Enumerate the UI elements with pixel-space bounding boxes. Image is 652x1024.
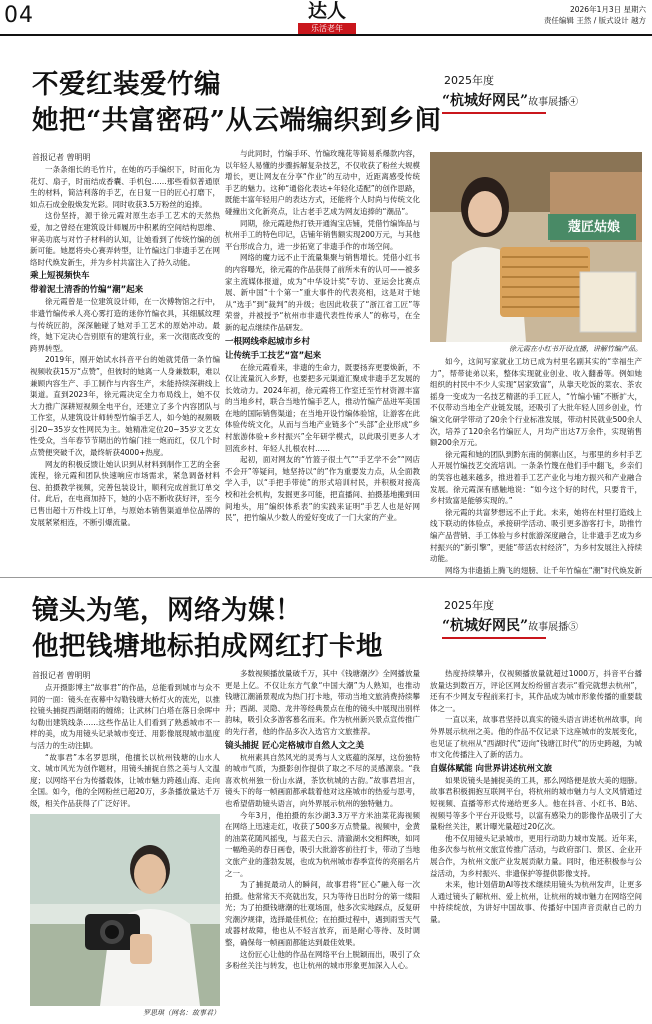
article1-column-3 bbox=[430, 356, 642, 574]
paragraph: 徐元霞和她的团队到黔东南的侗寨山区，与那里的乡村手艺人开展竹编技艺交流培训。一条条竹篾在他们手中翻飞，乡亲们的笑容也越来越多，推进着手工艺产业化与地方振兴和产业融合发展。徐元霞深有感触地说：“如今这个好的时代，只要肯干，乡村致富是能够实现的。” bbox=[430, 449, 642, 506]
subheading: 自媒体赋能 向世界讲述杭州文旅 bbox=[430, 763, 552, 774]
subheading: 镜头捕捉 匠心定格城市自然人文之美 bbox=[225, 740, 364, 751]
editors: 责任编辑 王然 / 版式设计 越方 bbox=[543, 16, 646, 25]
paragraph: 一条条细长的毛竹片，在她的巧手编织下，时而化为花灯、扇子，时而结成香囊、手机包……那些看似普通原生的材料，简洁利落的手艺，在日复一日的匠心打磨下，如点石成金般焕发光彩。同时收获3.5万粉丝的追捧。 bbox=[30, 165, 220, 209]
page-number: 04 bbox=[4, 3, 34, 28]
article1-series bbox=[442, 72, 642, 114]
subheading: 乘上短视频快车 bbox=[30, 271, 90, 282]
article1-title-line1: 不爱红装爱竹编 bbox=[32, 69, 221, 100]
paragraph: 网友的积极反馈让她认识到从材料到制作工艺的全套流程，徐元霞和团队快速响应市场需求，紧急调备材料包、拍摄教学视频，完善包装设计，顺利完成首批订单交付。此后，在电商加持下，她的小店不断收获好评，至今已售出超十万件线上订单，与原始本销售渠道单位品牌的发展紧紧相连，不断引爆流量。 bbox=[30, 459, 220, 527]
article2-title-line1: 镜头为笔，网络为媒！ bbox=[32, 595, 302, 626]
series-name bbox=[442, 615, 642, 635]
series-episode: 故事展播④ bbox=[528, 97, 579, 108]
paragraph: 同期，徐元霞趁热打铁开通淘宝店铺，凭借竹编饰品与杭州手工的特色印记，店铺年销售额实现200万元，与其他平台形成合力，进一步拓宽了非遗手作的市场空间。 bbox=[225, 218, 420, 251]
article-divider bbox=[0, 577, 652, 578]
brand-badge: 乐活老年 bbox=[298, 23, 356, 34]
article2-series bbox=[442, 597, 642, 639]
series-underline bbox=[442, 112, 546, 114]
series-underline bbox=[442, 637, 546, 639]
photographer-portrait bbox=[30, 814, 220, 1006]
article2-column-3 bbox=[430, 668, 642, 1020]
paragraph: “故事君”本名罗思琪，他擅长以杭州钱塘的山水人文、城市风光为创作题材，用镜头捕捉自然之美与人文温度；以网络平台为传播载体，让城市魅力跨越山海、走向全国。如今，他的全网粉丝已超20万，多条播放量达千万级，相关作品获得了广泛好评。 bbox=[30, 752, 220, 808]
issue-date: 2026年1月3日 星期六 bbox=[569, 5, 646, 14]
paragraph: 今年3月，他拍摄的东沙湖3.3万平方米油菜花海视频在网络上迅速走红，收获了500多万点赞量。视频中，金黄的油菜花随风摇曳，与蓝天白云、清澈湖水交相辉映，如同一幅绝美的春日画卷，吸引大批游客前往打卡，带动了当地文旅产业的蓬勃发展，也成为杭州城市春季宣传的亮丽名片之一。 bbox=[225, 810, 420, 878]
paragraph: 多数视频播放量破千万，其中《钱塘潮汐》全网播放量更是上亿。不仅让东方气象“中国大潮”为人熟知，也推动钱塘江潮涌景观成为热门打卡地，带动当地文旅消费持续攀升；西湖、灵隐、龙井等经典景点在他的镜头中展现出别样韵味，吸引众多游客慕名而来。作为杭州新兴景点宣传推广的先行者，他的作品多次入选官方文旅推荐。 bbox=[225, 669, 420, 736]
paragraph: 与此同时，竹编手环、竹编玫瑰花等简易系爆款内容，以年轻人易懂的步骤拆解复杂技艺，不仅收获了粉丝大规模增长，更让网友在分享“作业”的互动中，近距离感受传统手艺的魅力。这种“通俗化表达+年轻化适配”的创作思路，既能丰富年轻用户的表达方式，还能将个人时尚与传统文化碰撞出文化新亮点，让古老手艺成为网友追捧的“潮品”。 bbox=[225, 149, 420, 216]
paragraph: 在徐元霞看来，非遗的生命力，既要扬弃更要焕新，不仅让流量沉入乡野，也要把多元渠道汇聚成非遗手艺发展的长效动力。2024年初，徐元霞将工作室迁至竹材资源丰富的当地乡村，联合当地竹编手艺人，推动竹编产品进军美国在地的国际销售渠道；在当地开设竹编体验馆，让游客在此体验传统文化，从而与当地产业链多个“头部”企业形成“乡村旅游体验+乡村振兴”全年研学模式，以此吸引更多人才回流乡村、年轻人扎根农村…… bbox=[225, 362, 420, 453]
series-name bbox=[442, 90, 642, 110]
article1-byline: 首报记者 曾明明 bbox=[32, 153, 91, 162]
paragraph: 他不仅用镜头记录城市，更用行动助力城市发展。近年来，他多次参与杭州文旅宣传推广活动，与政府部门、景区、企业开展合作，为杭州文旅产业发展贡献力量。同时，他还积极参与公益活动，为乡村振兴、非遗保护等提供影像支持。 bbox=[430, 833, 642, 878]
shop-sign: 蔻匠姑娘 bbox=[567, 220, 620, 235]
masthead bbox=[298, 0, 356, 34]
article1-photo bbox=[430, 152, 642, 342]
subheading: 让传统手工技艺“富”起来 bbox=[225, 350, 322, 361]
series-label: “杭城好网民” bbox=[442, 93, 529, 109]
article2-title-line2: 他把钱塘地标拍成网红打卡地 bbox=[32, 631, 383, 662]
article2-column-1 bbox=[30, 682, 220, 812]
article1-photo-caption: 徐元霞在小红书开设直播，讲解竹编产品。 bbox=[509, 345, 642, 353]
woman-crafting-photo bbox=[430, 152, 642, 342]
paragraph: 徐元霞曾是一位建筑设计师，在一次傅物馆之行中，非遗竹编传承人亮心雾打造的迷你竹编衣具，其细腻纹理与传统匠韵，深深触碰了她对手工艺术的原始冲动。最终，她下定决心告别原有的建筑行业，来一次彻底改变的跨界转型。 bbox=[30, 297, 220, 353]
paragraph: 如果说镜头是捕捉美的工具，那么网络便是放大美的翅膀。故事君积极拥抱互联网平台，将杭州的城市魅力与人文风情通过短视频、直播等形式传递给更多人。他在抖音、小红书、B站、视频号等多个平台开设账号，以富有感染力的影像作品吸引了大量粉丝关注，累计曝光量超过20亿次。 bbox=[430, 775, 642, 832]
paragraph: 如今，这间写家就业工坊已成为村里名副其实的“幸福生产力”，帮带徒弟以来，整体实现就业创业、收入翻番等。例如她组织的村民中不少人实现“居家致富”，从靠天吃饭的菜农、茶农摇身一变成为一名技艺精湛的手工匠人，“竹编小铺”不断扩大，不仅带动当地全产业链发展，还吸引了大批年轻人回乡创业，竹编文化研学带动了20余个行业标准发展，带动村民就业500余人次，培养了120余名竹编匠人，月均产出达7万余件，实现销售额200余万元。 bbox=[430, 357, 642, 448]
paragraph: 这份坚持，源于徐元霞对原生态手工艺术的天然热爱，加之曾经在建筑设计师履历中积累的空间结构思维、审美功底与对竹子材料的认知，让她看到了传统竹编的创新可能。她愿将央心赛弄转型，让竹编这门非遗手艺在网络时代焕发新生，并为乡村共富注入了持久动能。 bbox=[30, 211, 220, 267]
subheading: 带着泥土清香的竹编“潮”起来 bbox=[30, 285, 144, 296]
series-label: “杭城好网民” bbox=[442, 618, 529, 634]
paragraph: 一直以来，故事君坚持以真实的镜头语言讲述杭州故事，向外界展示杭州之美。他的作品不仅记录下这座城市的发展变化，也见证了杭州从“西湖时代”迈向“钱塘江时代”的历史跨越，为城市文化传播注入了新的活力。 bbox=[430, 715, 642, 760]
paragraph: 这份匠心让他的作品在网络平台上脱颖而出，吸引了众多粉丝关注与转发，也让杭州的城市形象更加深入人心。 bbox=[225, 949, 420, 971]
subheading: 一根网线牵起城市乡村 bbox=[225, 336, 311, 347]
article2-byline: 首报记者 曾明明 bbox=[32, 671, 91, 680]
series-year: 2025年度 bbox=[444, 599, 494, 612]
paragraph: 热度持续攀升，仅视频播放量就超过1000万，抖音平台播放量达到数百万，评论区网友纷纷留言表示“看完就想去杭州”，还有不少网友专程前来打卡，其作品成为城市形象传播的重要载体之一。 bbox=[430, 669, 642, 713]
paragraph: 网络为非遗插上腾飞的翅膀，让千年竹编在“潮”时代焕发新 bbox=[445, 565, 642, 574]
article2-photo-caption: 罗思琪（网名：故事君） bbox=[143, 1009, 220, 1017]
paragraph: 杭州素具自然风光的灵秀与人文底蕴的深厚，这份独特的城市气质，为摄影创作提供了取之不尽的灵感源泉。“我喜欢杭州独一份山水湖，茶饮杭城的古韵。”故事君坦言，镜头下的每一帧画面都承载着他对这座城市的热爱与思考，也希望借助镜头语言，向外界展示杭州的独特魅力。 bbox=[225, 752, 420, 808]
paragraph: 点开摄影博主“故事君”的作品，总能看到城市与众不同的一面：镜头在夜幕中勾勒钱塘大桥灯火的流光，以推拉镜头捕捉西湖烟雨的缠绵；让武林门白塔在落日余晖中勾勒出建筑线条……这些作品让人们看到了熟悉城市不一样的美，成为用镜头记录城市变迁、用影像展现城市温度与活力的生动注脚。 bbox=[30, 683, 220, 750]
paragraph: 2019年，刚开始试水抖音平台的她就凭借一条竹编视频收获15万“点赞”，但彼时的她离一人身兼数职，难以兼顾内容生产、手工制作与内容生产，未能持续深耕线上渠道。直到2023年，徐元霞决定全力布局线上，她不仅大力推广深耕短视频全电平台，还建立了多个内容团队与工作室，从建筑设计师转型竹编手艺人，如今她的视频吸引20~35岁女性网民为主。她精准定位20~35岁文艺女性受众，当年春节节期出的竹编门挂一炮而红，仅几个时点赞便突破千次，最终斩获4000+热度。 bbox=[30, 355, 220, 458]
header-rule bbox=[0, 34, 652, 36]
article2-photo bbox=[30, 814, 220, 1006]
article1-column-1 bbox=[30, 164, 220, 574]
article1-title-line2: 她把“共富密码”从云端编织到乡间 bbox=[32, 105, 442, 136]
paragraph: 起初，面对网友的“竹篮子很土气”“手艺学不会”“网店不会开”等疑问，她坚持以“的”作为重要发力点，从全面教学入手，以“手把手带徒”的形式培训村民，并积极对接高校和社会机构，发掘更多可能，把直播间、拍摄基地搬到田间地头，用“编织体系表”的实践来证明“手艺人也是好网民”，把竹编从少数人的爱好变成了一门大家的产业。 bbox=[225, 455, 420, 523]
article2-column-2 bbox=[225, 668, 420, 1020]
section-title: 达人 bbox=[307, 0, 346, 22]
paragraph: 网络的魔力远不止于流量集聚与销售增长。凭借小红书的内容曝光，徐元霞的作品获得了前所未有的认可——被多家主流媒体报道，成为“中华设计奖”专访、亚运会比赛点展、新中国“十个第一”重大事件的代表亮相，这是对于她从“选手”到“裁判”的升级；也因此收获了“浙江省工匠”等荣誉，并被授予“杭州市非遗代表性传承人”的称号，在全新的起点继续作品研发。 bbox=[225, 253, 420, 332]
series-episode: 故事展播⑤ bbox=[528, 622, 579, 633]
article1-column-2 bbox=[225, 148, 420, 574]
paragraph: 未来，他计划借助AI等技术继续用镜头为杭州发声，让更多人通过镜头了解杭州、爱上杭州，让杭州的城市魅力在网络空间中持续绽放，为讲好中国故事、传播好中国声音贡献自己的力量。 bbox=[430, 880, 642, 924]
series-year: 2025年度 bbox=[444, 74, 494, 87]
paragraph: 为了捕捉最动人的瞬间，故事君将“匠心”融入每一次拍摄。他常常天不亮就出发，只为等待日出时分的第一缕阳光；为了拍摄钱塘潮的壮观场面，他多次实地踩点，反复研究潮汐规律，选择最佳机位；在拍摄过程中，遇到雨雪天气或器材故障，他也从不轻言放弃，而是耐心等待、及时调整，确保每一帧画面都能达到最佳效果。 bbox=[225, 880, 420, 948]
date-editors bbox=[534, 4, 646, 26]
paragraph: 徐元霞的共富梦想远不止于此。未来，她将在村里打造线上线下联动的体验点，承接研学活动、吸引更多游客打卡，助推竹编产品营销、手工体验与乡村旅游深度融合，让非遗手艺成为乡村振兴的“新引擎”，更能“带活农村经济”，为乡村发展注入持续动能。 bbox=[430, 507, 642, 564]
